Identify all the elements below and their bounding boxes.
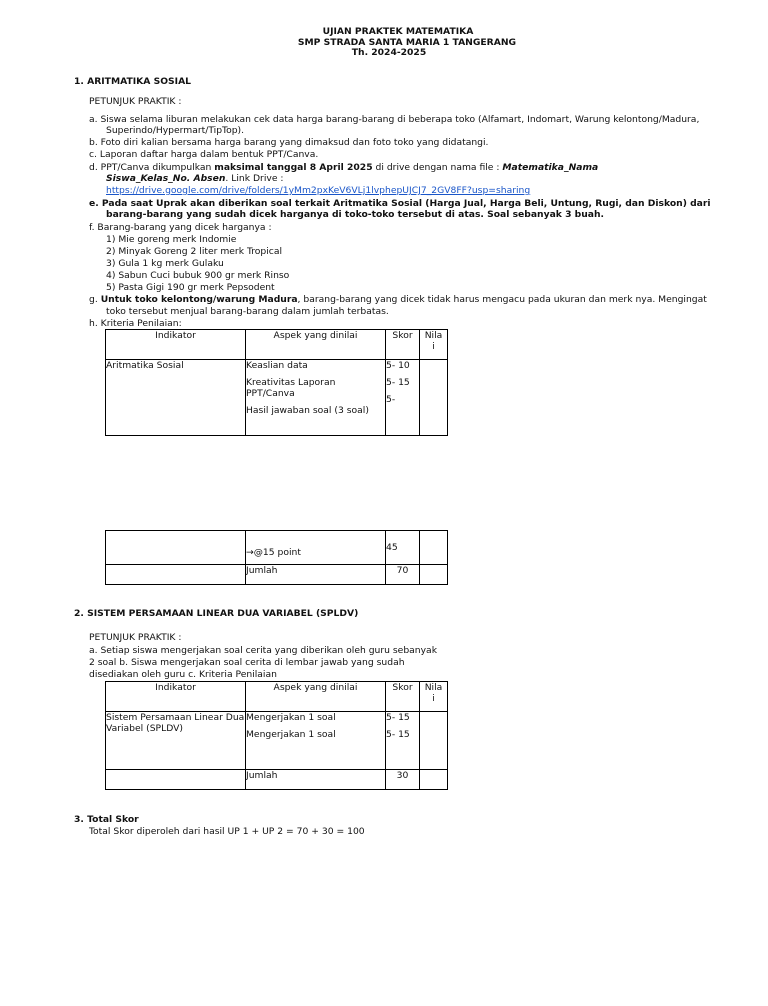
instruction-g-line2: toko tersebut menjual barang-barang dalam jumlah terbatas. <box>106 306 389 317</box>
section2-text-line1: a. Setiap siswa mengerjakan soal cerita yang diberikan oleh guru sebanyak <box>89 645 438 656</box>
table1c-jumlah-label: Jumlah <box>246 565 386 585</box>
instruction-d-filename2: Siswa_Kelas_No. Absen <box>106 173 226 184</box>
instruction-c: c. Laporan daftar harga dalam bentuk PPT/Canva. <box>89 149 319 160</box>
table1c-jumlah-nilai <box>420 565 448 585</box>
instruction-a-line2: Superindo/Hypermart/TipTop). <box>106 125 245 136</box>
drive-link[interactable]: https://drive.google.com/drive/folders/1yMm2pxKeV6VLj1lvphepUJCJ7_2GV8FF?usp=sharing <box>106 185 531 196</box>
table2-skor <box>386 712 420 770</box>
table2-nilai <box>420 712 448 770</box>
instruction-d-link-label: . Link Drive : <box>225 173 284 184</box>
criteria-table-1-cont <box>105 530 448 585</box>
table1-indikator: Aritmatika Sosial <box>106 360 246 436</box>
table2-aspek-2: Mengerjakan 1 soal <box>246 729 336 740</box>
instruction-d-deadline: maksimal tanggal 8 April 2025 <box>214 162 373 173</box>
instruction-g-text: , barang-barang yang dicek tidak harus mengacu pada ukuran dan merk nya. Mengingat <box>297 294 707 305</box>
item-1: 1) Mie goreng merk Indomie <box>106 234 237 245</box>
item-3: 3) Gula 1 kg merk Gulaku <box>106 258 224 269</box>
criteria-table-2 <box>105 681 448 790</box>
criteria-table-1 <box>105 329 448 436</box>
instruction-g-bold: Untuk toko kelontong/warung Madura <box>100 294 298 305</box>
instruction-g-line1 <box>89 294 707 306</box>
table2-jumlah-nilai <box>420 770 448 790</box>
section1-petunjuk: PETUNJUK PRAKTIK : <box>89 96 182 107</box>
table1c-nilai <box>420 531 448 565</box>
instruction-b: b. Foto diri kalian bersama harga barang yang dimaksud dan foto toko yang didatangi. <box>89 137 489 148</box>
section2-text-line2: 2 soal b. Siswa mengerjakan soal cerita di lembar jawab yang sudah <box>89 657 405 668</box>
table2-jumlah-label: Jumlah <box>246 770 386 790</box>
table1-header-nilai: Nila i <box>420 330 448 360</box>
item-5: 5) Pasta Gigi 190 gr merk Pepsodent <box>106 282 275 293</box>
doc-title-line1: UJIAN PRAKTEK MATEMATIKA <box>322 26 474 37</box>
table1-skor-2: 5- 15 <box>386 377 410 388</box>
table2-header-indikator: Indikator <box>106 682 246 712</box>
table1-skor <box>386 360 420 436</box>
instruction-f: f. Barang-barang yang dicek harganya : <box>89 222 272 233</box>
table2-jumlah-skor: 30 <box>386 770 420 790</box>
table2-skor-1: 5- 15 <box>386 712 410 723</box>
instruction-d-text: d. PPT/Canva dikumpulkan <box>89 162 215 173</box>
table1-aspek <box>246 360 386 436</box>
table1-header-aspek: Aspek yang dinilai <box>246 330 386 360</box>
doc-title-line3: Th. 2024-2025 <box>351 47 427 58</box>
instruction-g-prefix: g. <box>89 294 101 305</box>
table1c-aspek: →@15 point <box>246 531 386 565</box>
table2-header-nilai: Nila i <box>420 682 448 712</box>
table1c-jumlah-skor: 70 <box>386 565 420 585</box>
section3-text: Total Skor diperoleh dari hasil UP 1 + UP 2 = 70 + 30 = 100 <box>89 826 365 837</box>
table2-skor-2: 5- 15 <box>386 729 410 740</box>
table2-indikator: Sistem Persamaan Linear Dua Variabel (SPLDV) <box>106 712 246 770</box>
table1-nilai <box>420 360 448 436</box>
section3-title: 3. Total Skor <box>74 814 139 825</box>
table1-header-skor: Skor <box>386 330 420 360</box>
table1c-indikator <box>106 531 246 565</box>
table2-jumlah-indikator <box>106 770 246 790</box>
instruction-e-line2: barang-barang yang sudah dicek harganya di toko-toko tersebut di atas. Soal sebanyak 3 buah. <box>106 209 605 220</box>
section2-text-line3: disediakan oleh guru c. Kriteria Penilaian <box>89 669 277 680</box>
table2-aspek <box>246 712 386 770</box>
instruction-a-line1: a. Siswa selama liburan melakukan cek data harga barang-barang di beberapa toko (Alfamart, Indomart, Warung kelontong/Madura, <box>89 114 700 125</box>
table1-aspek-3: Hasil jawaban soal (3 soal) <box>246 405 369 416</box>
section2-petunjuk: PETUNJUK PRAKTIK : <box>89 632 182 643</box>
instruction-d-line2 <box>106 173 284 185</box>
table2-aspek-1: Mengerjakan 1 soal <box>246 712 336 723</box>
table1-skor-1: 5- 10 <box>386 360 410 371</box>
drive-link-row <box>106 185 530 197</box>
instruction-d-text2: di drive dengan nama file : <box>372 162 503 173</box>
table1c-jumlah-indikator <box>106 565 246 585</box>
table1-aspek-2: Kreativitas Laporan PPT/Canva <box>246 377 336 399</box>
instruction-d-filename1: Matematika_Nama <box>502 162 599 173</box>
item-2: 2) Minyak Goreng 2 liter merk Tropical <box>106 246 283 257</box>
table1-skor-3: 5- <box>386 394 396 405</box>
instruction-h: h. Kriteria Penilaian: <box>89 318 182 329</box>
instruction-e-line1: e. Pada saat Uprak akan diberikan soal terkait Aritmatika Sosial (Harga Jual, Harga Beli, Untung, Rugi, dan Diskon) dari <box>89 198 711 209</box>
doc-title-line2: SMP STRADA SANTA MARIA 1 TANGERANG <box>297 37 517 48</box>
section1-title: 1. ARITMATIKA SOSIAL <box>74 76 192 87</box>
table1c-skor: 45 <box>386 531 420 565</box>
table2-header-aspek: Aspek yang dinilai <box>246 682 386 712</box>
item-4: 4) Sabun Cuci bubuk 900 gr merk Rinso <box>106 270 290 281</box>
table2-header-skor: Skor <box>386 682 420 712</box>
table1-aspek-1: Keaslian data <box>246 360 308 371</box>
section2-title: 2. SISTEM PERSAMAAN LINEAR DUA VARIABEL (SPLDV) <box>74 608 359 619</box>
table1-header-indikator: Indikator <box>106 330 246 360</box>
